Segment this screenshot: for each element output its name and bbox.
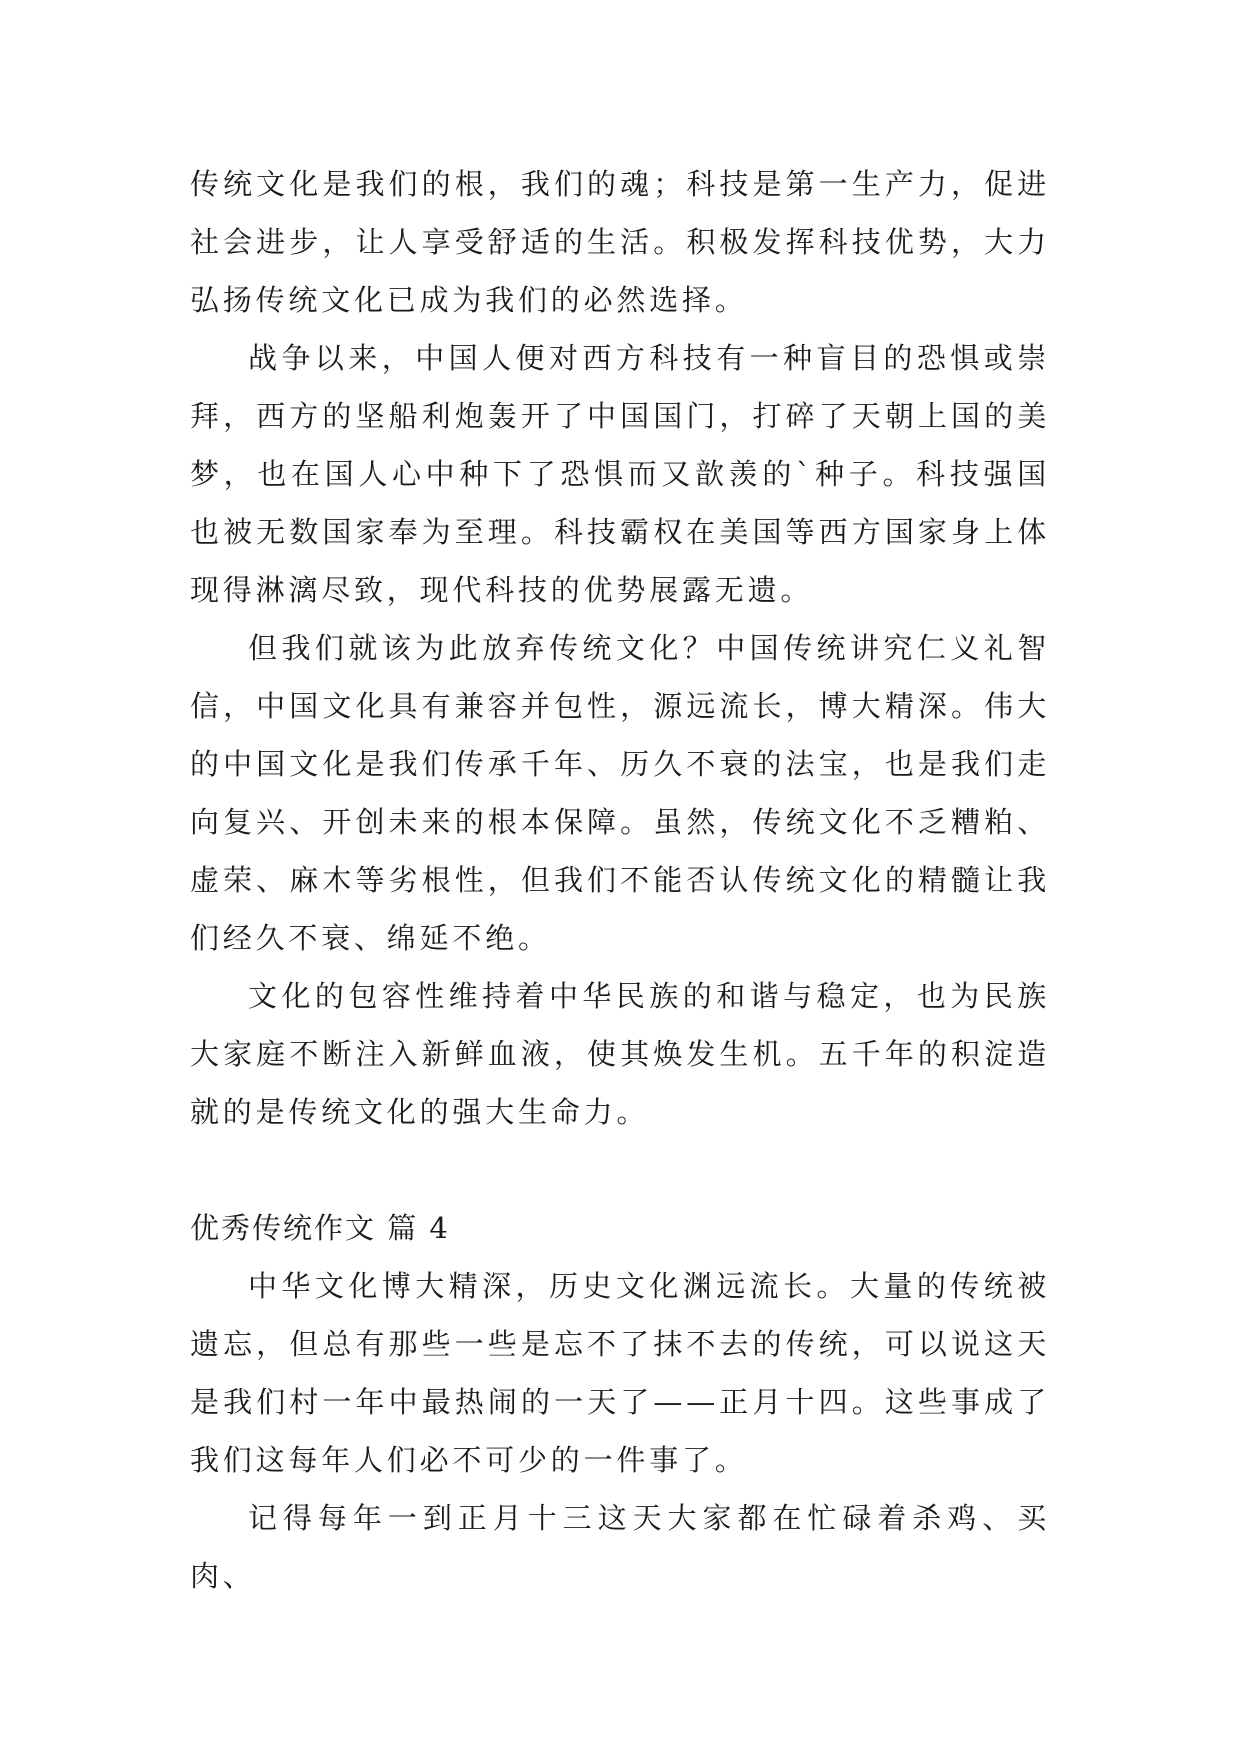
paragraph-tradition-value: 但我们就该为此放弃传统文化？中国传统讲究仁义礼智信，中国文化具有兼容并包性，源远流长，博大精深。伟大的中国文化是我们传承千年、历久不衰的法宝，也是我们走向复兴、开创未来的根本保障。虽然，传统文化不乏糟粕、虚荣、麻木等劣根性，但我们不能否认传统文化的精髓让我们经久不衰、绵延不绝。 bbox=[190, 631, 1050, 955]
paragraph-chinese-culture: 中华文化博大精深，历史文化渊远流长。大量的传统被遗忘，但总有那些一些是忘不了抹不去的传统，可以说这天是我们村一年中最热闹的一天了——正月十四。这些事成了我们这每年人们必不可少的一件事了。 bbox=[190, 1269, 1050, 1477]
document-body bbox=[190, 155, 1050, 1605]
paragraph-intro: 传统文化是我们的根，我们的魂；科技是第一生产力，促进社会进步，让人享受舒适的生活。积极发挥科技优势，大力弘扬传统文化已成为我们的必然选择。 bbox=[190, 167, 1050, 317]
section-heading: 优秀传统作文 篇 4 bbox=[190, 1211, 450, 1245]
paragraph-war-technology: 战争以来，中国人便对西方科技有一种盲目的恐惧或崇拜，西方的坚船利炮轰开了中国国门，打碎了天朝上国的美梦，也在国人心中种下了恐惧而又歆羡的`种子。科技强国也被无数国家奉为至理。科技霸权在美国等西方国家身上体现得淋漓尽致，现代科技的优势展露无遗。 bbox=[190, 341, 1050, 607]
paragraph-memory: 记得每年一到正月十三这天大家都在忙碌着杀鸡、买肉、 bbox=[190, 1501, 1050, 1593]
paragraph-inclusiveness: 文化的包容性维持着中华民族的和谐与稳定，也为民族大家庭不断注入新鲜血液，使其焕发生机。五千年的积淀造就的是传统文化的强大生命力。 bbox=[190, 979, 1050, 1129]
